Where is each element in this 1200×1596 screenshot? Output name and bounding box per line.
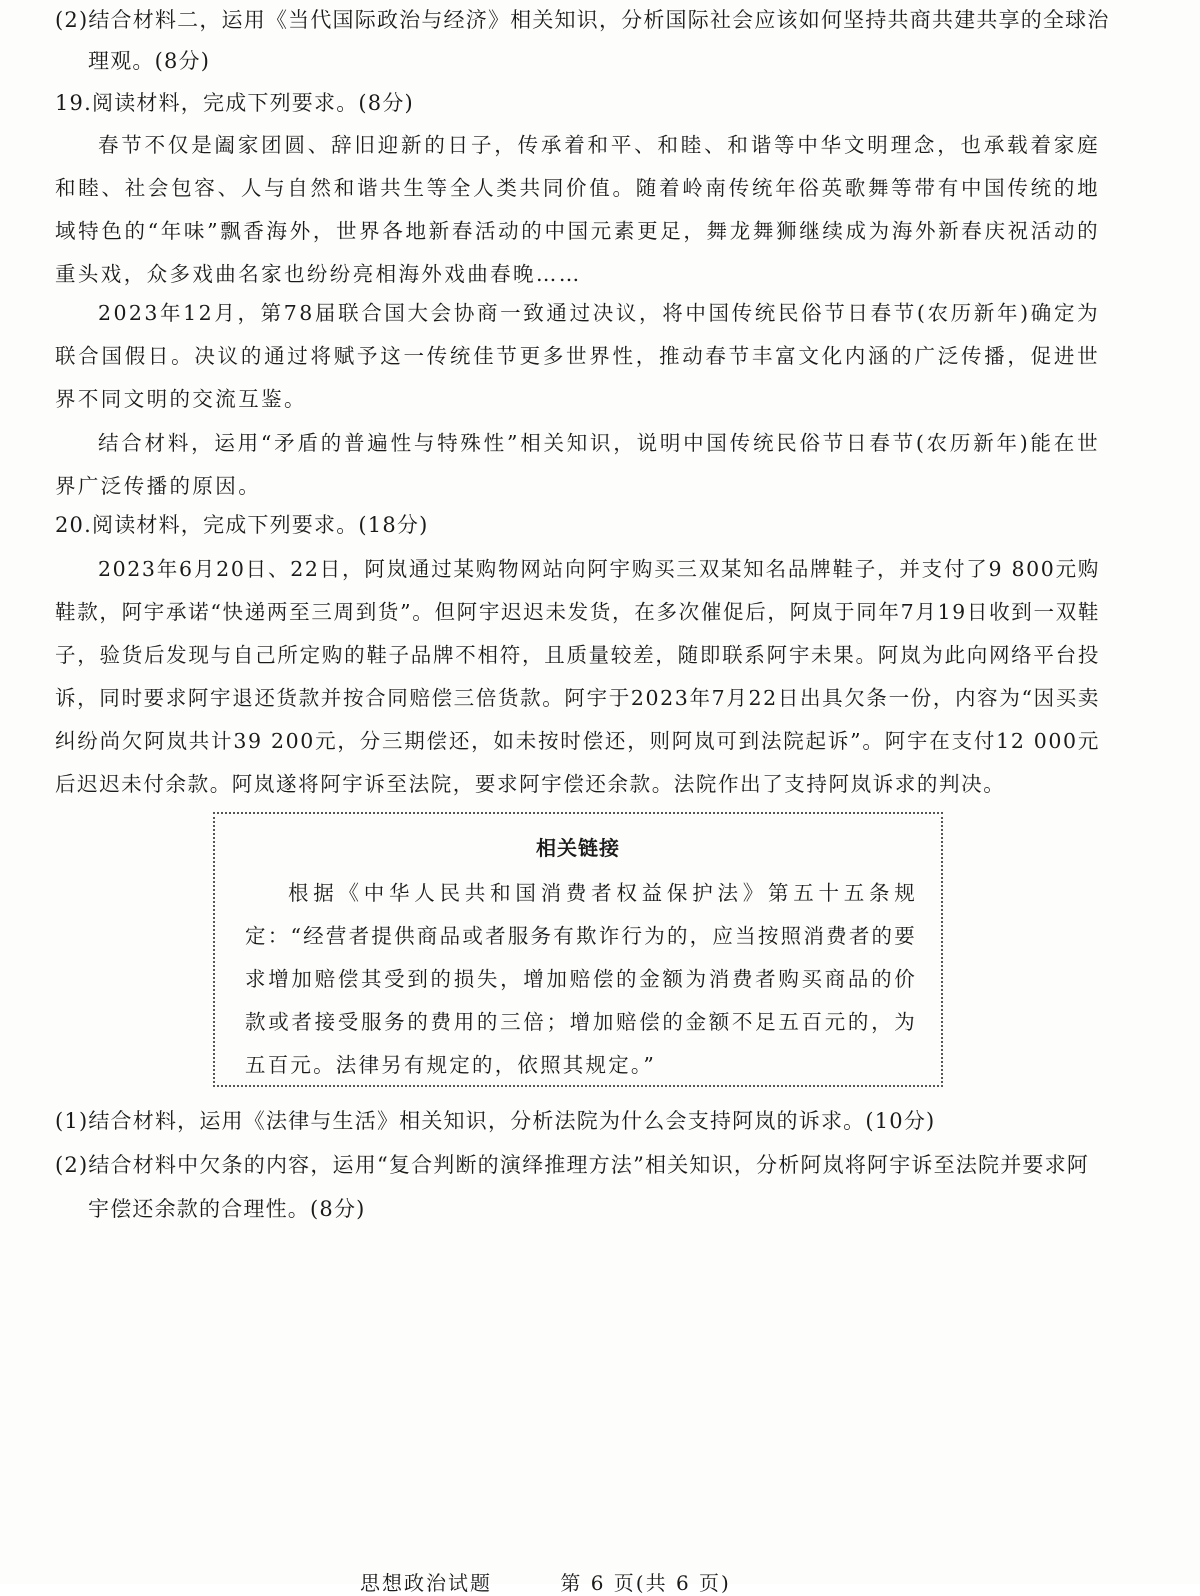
related-link-title: 相关链接 bbox=[536, 836, 620, 860]
q18-part2-line2: 理观。(8分) bbox=[88, 49, 211, 73]
footer-page-number: 第 6 页(共 6 页) bbox=[560, 1571, 731, 1595]
related-link-body: 根据《中华人民共和国消费者权益保护法》第五十五条规定：“经营者提供商品或者服务有欺诈行为的，应当按照消费者的要求增加赔偿其受到的损失，增加赔偿的金额为消费者购买商品的价款或者接受服务的费用的三倍；增加赔偿的金额不足五百元的，为五百元。法律另有规定的，依照其规定。” bbox=[245, 881, 917, 1077]
page-footer bbox=[360, 1567, 791, 1596]
q20-part2-line1: (2)结合材料中欠条的内容，运用“复合判断的演绎推理方法”相关知识，分析阿岚将阿宇诉至法院并要求阿 bbox=[55, 1153, 1090, 1177]
q18-part2-line1: (2)结合材料二，运用《当代国际政治与经济》相关知识，分析国际社会应该如何坚持共商共建共享的全球治 bbox=[55, 8, 1110, 32]
q19-paragraph-1: 春节不仅是阖家团圆、辞旧迎新的日子，传承着和平、和睦、和谐等中华文明理念，也承载着家庭和睦、社会包容、人与自然和谐共生等全人类共同价值。随着岭南传统年俗英歌舞等带有中国传统的地域特色的“年味”飘香海外，世界各地新春活动的中国元素更足，舞龙舞狮继续成为海外新春庆祝活动的重头戏，众多戏曲名家也纷纷亮相海外戏曲春晚…… bbox=[55, 133, 1100, 286]
related-link-box bbox=[213, 812, 943, 1087]
q19-heading: 19.阅读材料，完成下列要求。(8分) bbox=[55, 91, 414, 115]
footer-subject: 思想政治试题 bbox=[360, 1571, 492, 1595]
q19-paragraph-2: 2023年12月，第78届联合国大会协商一致通过决议，将中国传统民俗节日春节(农历新年)确定为联合国假日。决议的通过将赋予这一传统佳节更多世界性，推动春节丰富文化内涵的广泛传播，促进世界不同文明的交流互鉴。 bbox=[55, 301, 1100, 411]
q19-question: 结合材料，运用“矛盾的普遍性与特殊性”相关知识，说明中国传统民俗节日春节(农历新年)能在世界广泛传播的原因。 bbox=[55, 431, 1100, 498]
q20-paragraph-1: 2023年6月20日、22日，阿岚通过某购物网站向阿宇购买三双某知名品牌鞋子，并支付了9 800元购鞋款，阿宇承诺“快递两至三周到货”。但阿宇迟迟未发货，在多次催促后，阿岚于同年7月19日收到一双鞋子，验货后发现与自己所定购的鞋子品牌不相符，且质量较差，随即联系阿宇未果。阿岚为此向网络平台投诉，同时要求阿宇退还货款并按合同赔偿三倍货款。阿宇于2023年7月22日出具欠条一份，内容为“因买卖纠纷尚欠阿岚共计39 200元，分三期偿还，如未按时偿还，则阿岚可到法院起诉”。阿宇在支付12 000元后迟迟未付余款。阿岚遂将阿宇诉至法院，要求阿宇偿还余款。法院作出了支持阿岚诉求的判决。 bbox=[55, 557, 1100, 796]
q20-heading: 20.阅读材料，完成下列要求。(18分) bbox=[55, 513, 429, 537]
q20-part1: (1)结合材料，运用《法律与生活》相关知识，分析法院为什么会支持阿岚的诉求。(10分) bbox=[55, 1109, 936, 1133]
q20-part2-line2: 宇偿还余款的合理性。(8分) bbox=[88, 1197, 366, 1221]
